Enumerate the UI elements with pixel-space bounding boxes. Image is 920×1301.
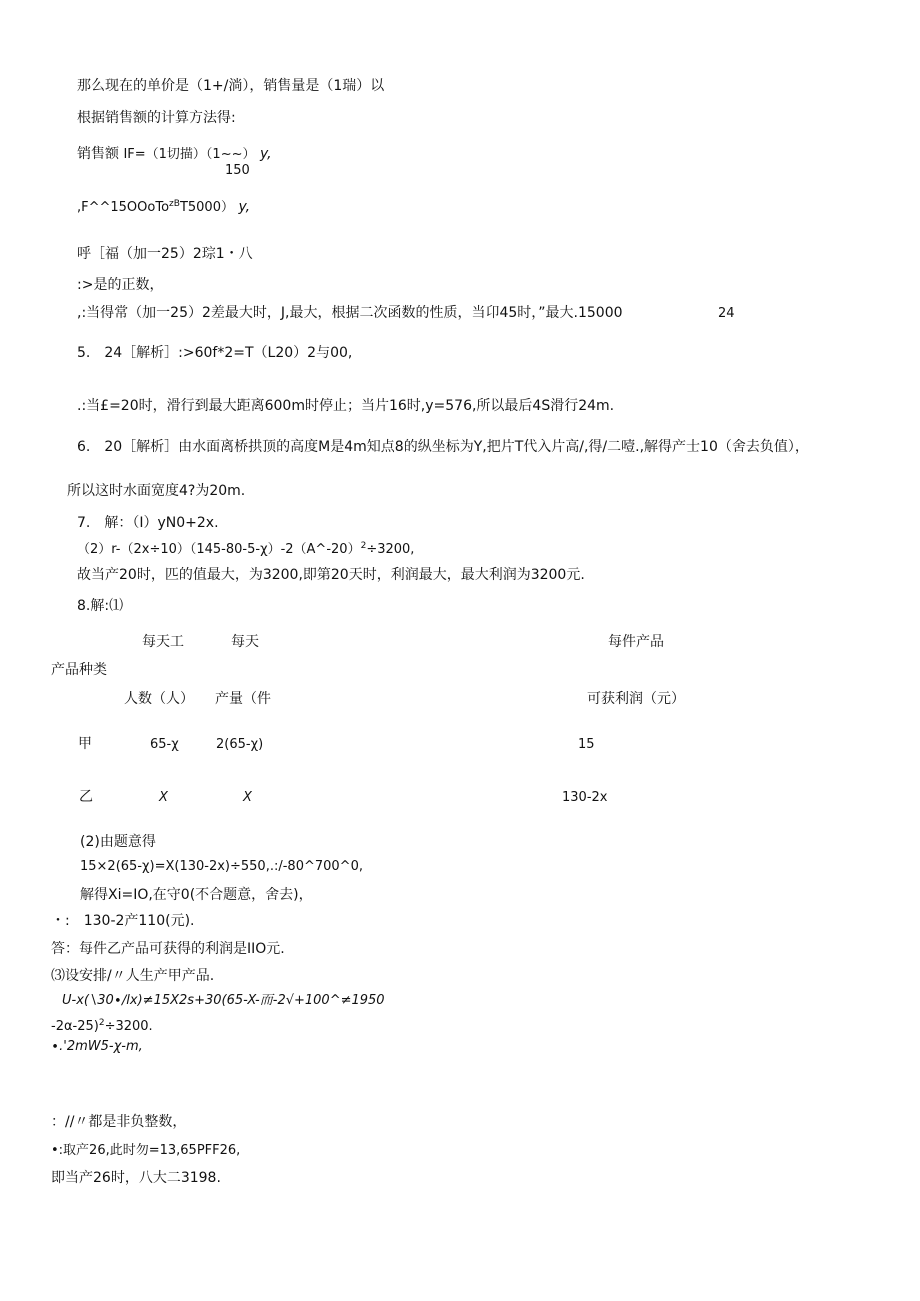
text-line: 所以这时水面宽度4?为20m. <box>67 483 246 499</box>
text-fragment: ÷3200, <box>366 542 415 557</box>
table-cell-output: X <box>243 790 252 805</box>
table-cell-workers: 65-χ <box>150 737 179 752</box>
text-fragment: T5000） <box>179 200 234 215</box>
text-line: 5. 24［解析］:>60f*2=T（L20）2与00, <box>77 345 353 361</box>
text-fragment: ,最大，根据二次函数的性质，当卬45时，”最大.15000 <box>285 305 623 321</box>
text-fragment: 销售额 <box>77 146 119 162</box>
text-line <box>51 1014 153 1036</box>
text-line: 7. 解：（I）yN0+2x. <box>77 515 219 531</box>
superscript: 2 <box>360 541 367 551</box>
text-line: ・: 130-2产110(元). <box>51 913 195 929</box>
text-fragment: IF=（1切描）（1~~） <box>123 147 256 162</box>
table-header-profit: 每件产品 <box>608 634 664 650</box>
table-header-output: 每天 <box>231 634 259 650</box>
superscript: 2 <box>98 1018 105 1028</box>
text-line: :>是的正数， <box>77 277 164 293</box>
table-cell-kind: 乙 <box>79 789 93 805</box>
text-line: (2)由题意得 <box>80 834 156 850</box>
table-header-workers-unit: 人数（人） <box>124 691 194 707</box>
superscript: zB <box>169 199 180 209</box>
table-cell-profit: 130-2x <box>562 790 608 805</box>
text-fragment: -2α-25) <box>51 1019 99 1034</box>
text-line: 那么现在的单价是（1+/淌），销售量是（1瑞）以 <box>77 78 385 94</box>
table-header-workers: 每天工 <box>142 634 184 650</box>
text-line: 150 <box>225 163 250 178</box>
text-line: ∙.'2mW5-χ-m, <box>51 1039 143 1054</box>
text-line: ⑶设安排/〃人生产甲产品. <box>51 968 215 984</box>
table-cell-profit: 15 <box>578 737 595 752</box>
text-line: 答：每件乙产品可获得的利润是IIO元. <box>51 941 285 957</box>
text-line: 15×2(65-χ)=X(130-2x)÷550,.:/-80^700^0, <box>80 859 363 874</box>
table-header-profit-unit: 可获利润（元） <box>587 691 685 707</box>
text-fragment: ,F^^15OOoTo <box>77 200 170 215</box>
table-cell-output: 2(65-χ) <box>216 737 264 752</box>
text-line: 呼［福（加一25）2琮1・八 <box>77 246 253 262</box>
table-cell-workers: X <box>159 790 168 805</box>
text-fragment: ÷3200. <box>104 1019 153 1034</box>
text-line <box>77 537 414 559</box>
table-header-kind: 产品种类 <box>51 662 107 678</box>
text-line <box>77 304 623 322</box>
text-line <box>77 195 250 217</box>
text-line: 即当产26时，八大二3198. <box>51 1170 221 1186</box>
text-fragment: y, <box>259 146 272 162</box>
text-fragment: y, <box>238 199 251 215</box>
text-line: •:取产26,此时勿=13,65PFF26, <box>51 1143 241 1158</box>
text-line: .:当£=20时，滑行到最大距离600m时停止；当片16时,y=576,所以最后4S滑行24m. <box>77 398 615 414</box>
text-line: 根据销售额的计算方法得: <box>77 110 236 126</box>
text-fragment: ,:当得常（加一25）2差最大时，J <box>77 305 286 321</box>
text-line: 解得Xi=IO,在守0(不合题意，舍去)， <box>80 887 313 903</box>
text-line: 故当产20时，匹的值最大，为3200,即第20天时，利润最大，最大利润为3200元. <box>77 567 585 583</box>
text-line: 8.解:⑴ <box>77 598 124 614</box>
table-cell-kind: 甲 <box>78 736 92 752</box>
text-line: U-x(∖30∙∕lx)≠15X2s+30(65-X-而-2√+100^≠1950 <box>62 993 385 1008</box>
text-fragment: （2）r-（2x÷10）（145-80-5-χ）-2（A^-20） <box>77 542 361 557</box>
text-line: 24 <box>718 306 735 321</box>
table-header-output-unit: 产量（件 <box>215 691 271 707</box>
text-line: 6. 20［解析］由水面离桥拱顶的高度M是4m知点8的纵坐标为Y,把片T代入片高/,得/二噎.,解得产士10（舍去负值）， <box>77 439 809 455</box>
text-line: ：//〃都是非负整数， <box>51 1114 187 1130</box>
